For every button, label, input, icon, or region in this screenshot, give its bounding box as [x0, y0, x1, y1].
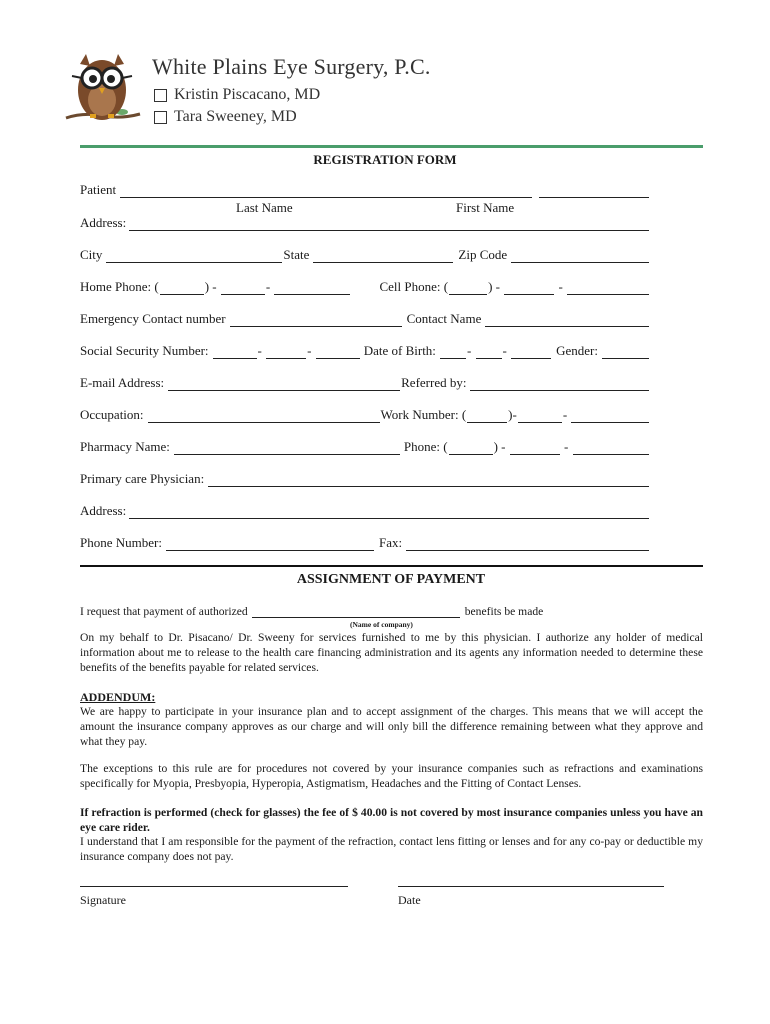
emergency-number-field[interactable]	[230, 315, 402, 327]
pharmacy-line-field[interactable]	[573, 443, 649, 455]
checkbox-icon[interactable]	[154, 111, 167, 124]
zip-field[interactable]	[511, 251, 649, 263]
contact-name-label: Contact Name	[406, 311, 482, 326]
last-name-field[interactable]	[120, 186, 532, 198]
phone-number-field[interactable]	[166, 539, 374, 551]
addendum-paragraph-4: I understand that I am responsible for the payment of the refraction, contact lens fitting or lenses and for any co-pay or deductible my insurance company does not pay.	[80, 835, 703, 863]
email-row	[80, 375, 650, 391]
occupation-label: Occupation:	[80, 407, 144, 422]
cell-phone-label: Cell Phone: (	[379, 279, 449, 294]
pharmacy-label: Pharmacy Name:	[80, 439, 170, 454]
addendum-paragraph-3: If refraction is performed (check for glasses) the fee of $ 40.00 is not covered by most insurance companies unless you have an eye care rider.	[80, 806, 703, 834]
work-number-label: Work Number: (	[380, 407, 467, 422]
home-phone-label: Home Phone: (	[80, 279, 159, 294]
work-prefix-field[interactable]	[518, 411, 562, 423]
dob-year-field[interactable]	[511, 347, 551, 359]
gender-label: Gender:	[556, 343, 598, 358]
patient-label: Patient	[80, 182, 117, 197]
practice-name: White Plains Eye Surgery, P.C.	[152, 54, 431, 79]
company-name-field[interactable]	[252, 608, 460, 618]
cell-prefix-field[interactable]	[504, 283, 554, 295]
cell-area-code-field[interactable]	[449, 283, 487, 295]
doctor-name: Tara Sweeney, MD	[174, 108, 297, 125]
dob-month-field[interactable]	[440, 347, 466, 359]
email-label: E-mail Address:	[80, 375, 165, 390]
last-name-label: Last Name	[236, 200, 293, 215]
pharmacy-phone-label: Phone: (	[403, 439, 448, 454]
payment-request-row	[80, 605, 560, 618]
doctor-option-1[interactable]	[154, 86, 320, 104]
pharmacy-area-code-field[interactable]	[449, 443, 493, 455]
signature-label: Signature	[80, 893, 126, 907]
city-row	[80, 247, 650, 263]
work-area-code-field[interactable]	[467, 411, 507, 423]
city-field[interactable]	[106, 251, 282, 263]
dob-label: Date of Birth:	[363, 343, 436, 358]
company-note: (Name of company)	[350, 620, 413, 629]
zip-label: Zip Code	[458, 247, 508, 262]
pcp-label: Primary care Physician:	[80, 471, 205, 486]
patient-row	[80, 182, 650, 198]
cell-line-field[interactable]	[567, 283, 649, 295]
pcp-row	[80, 471, 650, 487]
signature-field[interactable]	[80, 886, 348, 887]
request-suffix: benefits be made	[464, 605, 544, 618]
fax-label: Fax:	[378, 535, 403, 550]
address-label: Address:	[80, 215, 127, 230]
addendum-paragraph-2: The exceptions to this rule are for procedures not covered by your insurance companies such as refractions and examinations specifically for Myopia, Presbyopia, Hyperopia, Astigmatism, Headaches and the Fitting of Contact Lenses.	[80, 762, 703, 790]
addendum-heading: ADDENDUM:	[80, 690, 156, 704]
fax-field[interactable]	[406, 539, 649, 551]
request-prefix: I request that payment of authorized	[80, 605, 248, 618]
pharmacy-row: Pharmacy Name: Phone: ( ) - -	[80, 439, 650, 455]
ssn-part1-field[interactable]	[213, 347, 257, 359]
section-divider	[80, 565, 703, 567]
city-label: City	[80, 247, 103, 262]
home-line-field[interactable]	[274, 283, 350, 295]
doctor-option-2[interactable]	[154, 108, 297, 126]
date-label: Date	[398, 893, 421, 907]
phone-number-label: Phone Number:	[80, 535, 162, 550]
ssn-label: Social Security Number:	[80, 343, 209, 358]
addendum-paragraph-1: We are happy to participate in your insurance plan and to accept assignment of the charges. This means that we will accept the amount the insurance company approves as our charge and will only bill the difference remaining between what they approve and what they pay.	[80, 705, 703, 748]
ssn-row: Social Security Number: - - Date of Birth: - - Gender:	[80, 343, 650, 359]
contact-name-field[interactable]	[485, 315, 649, 327]
doctor-name: Kristin Piscacano, MD	[174, 86, 321, 103]
work-line-field[interactable]	[571, 411, 649, 423]
first-name-label: First Name	[456, 200, 515, 215]
email-field[interactable]	[168, 379, 400, 391]
state-label: State	[283, 247, 310, 262]
state-field[interactable]	[313, 251, 453, 263]
ssn-part2-field[interactable]	[266, 347, 306, 359]
pharmacy-prefix-field[interactable]	[510, 443, 560, 455]
address-field[interactable]	[129, 219, 649, 231]
occupation-row: Occupation: Work Number: ( )- -	[80, 407, 650, 423]
address-row	[80, 215, 650, 231]
header-divider	[80, 145, 703, 148]
assignment-paragraph: On my behalf to Dr. Pisacano/ Dr. Sweeny for services furnished to me by this physician. I authorize any holder of medical information about me to release to the health care financing administration and its agents any information needed to determine these benefits of the benefits payable for related services.	[80, 631, 703, 674]
gender-field[interactable]	[602, 347, 649, 359]
pcp-address-field[interactable]	[129, 507, 649, 519]
dob-day-field[interactable]	[476, 347, 502, 359]
home-prefix-field[interactable]	[221, 283, 265, 295]
form-title: REGISTRATION FORM	[313, 152, 457, 167]
date-field[interactable]	[398, 886, 664, 887]
pcp-address-label: Address:	[80, 503, 127, 518]
pharmacy-field[interactable]	[174, 443, 400, 455]
occupation-field[interactable]	[148, 411, 380, 423]
first-name-field[interactable]	[539, 186, 649, 198]
pcp-address-row	[80, 503, 650, 519]
home-area-code-field[interactable]	[160, 283, 204, 295]
emergency-row	[80, 311, 650, 327]
ssn-part3-field[interactable]	[316, 347, 360, 359]
phone-row: Home Phone: ( ) - - Cell Phone: ( ) - -	[80, 279, 650, 295]
checkbox-icon[interactable]	[154, 89, 167, 102]
owl-logo-icon	[64, 46, 144, 130]
pcp-field[interactable]	[208, 475, 649, 487]
referred-field[interactable]	[470, 379, 649, 391]
pcp-phone-row	[80, 535, 650, 551]
assignment-title: ASSIGNMENT OF PAYMENT	[296, 572, 486, 587]
emergency-label: Emergency Contact number	[80, 311, 226, 326]
referred-label: Referred by:	[401, 375, 467, 390]
